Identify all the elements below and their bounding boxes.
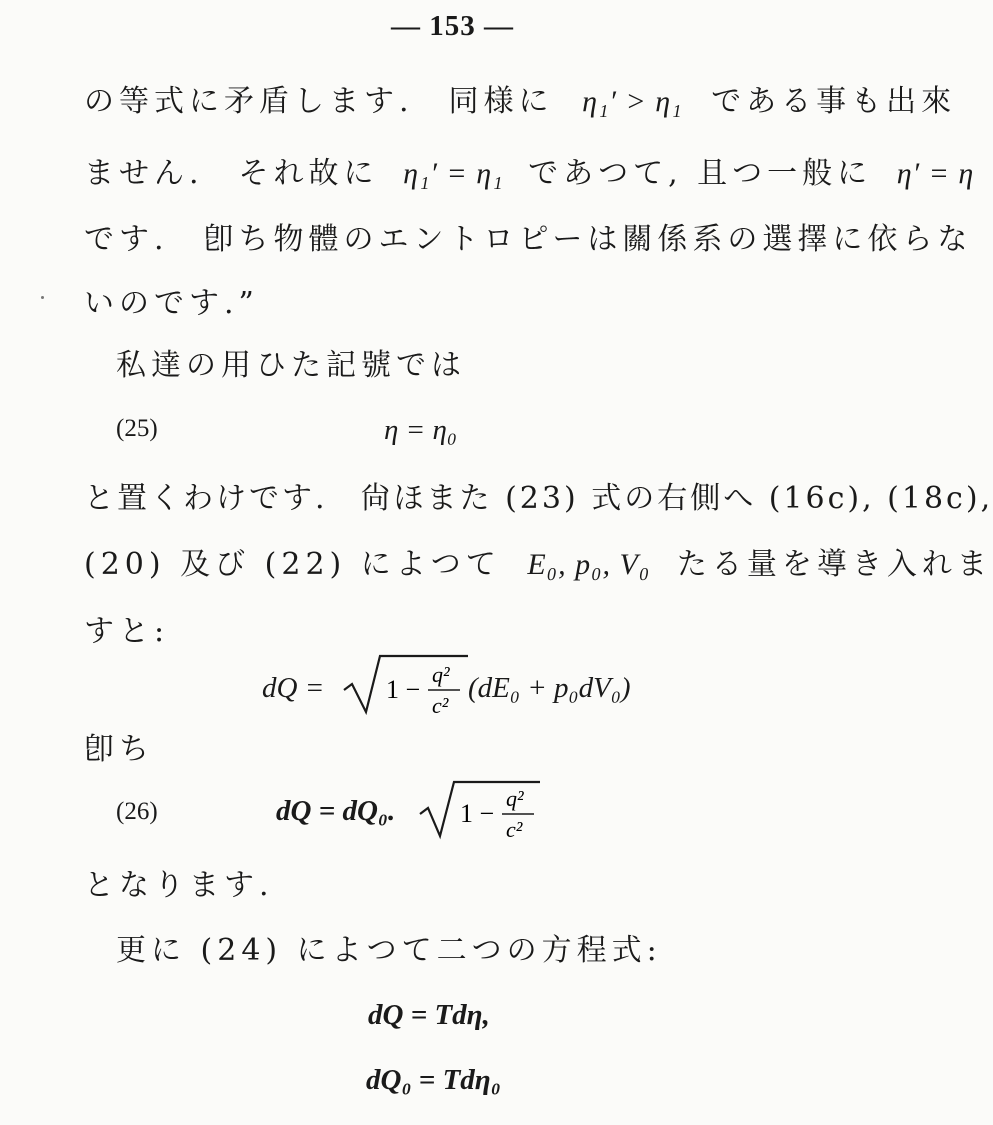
equation-25: η = η₀: [384, 414, 457, 446]
text-segment: であつて, 且つ一般に: [528, 156, 873, 191]
equation-26-lhs: dQ = dQ₀.: [276, 795, 396, 827]
text-segment: ません. それ故に: [84, 156, 379, 191]
text-line-7: と置くわけです. 尙ほまた (23) 式の右側へ (16c), (18c),: [84, 481, 993, 516]
sqrt-one: 1 −: [386, 675, 421, 704]
page-number: — 153 —: [391, 10, 514, 42]
speck: [41, 296, 44, 299]
text-line-4: いのです.”: [84, 286, 259, 321]
text-line-3: です. 卽ち物體のエントロピーは關係系の選擇に依らな: [84, 222, 973, 257]
equation-dq-rhs: (dE₀ + p₀dV₀): [468, 672, 631, 704]
sqrt-numerator: q²: [432, 662, 450, 687]
equation-t1: dQ = Tdη,: [368, 999, 490, 1031]
equation-t2: dQ₀ = Tdη₀: [366, 1064, 501, 1096]
text-line-14: 更に (24) によつて二つの方程式:: [116, 933, 662, 968]
text-line-5: 私達の用ひた記號では: [116, 348, 466, 383]
text-segment: (20) 及び (22) によつて: [84, 547, 501, 582]
equation-number-25: (25): [116, 415, 158, 442]
inline-math: E₀, p₀, V₀: [527, 548, 651, 581]
inline-math: η′ = η: [896, 157, 975, 190]
sqrt-term: [340, 650, 470, 720]
text-segment: たる量を導き入れま: [676, 547, 992, 582]
equation-dq-lhs: dQ =: [262, 672, 325, 704]
sqrt-one: 1 −: [460, 799, 495, 828]
sqrt-numerator: q²: [506, 786, 524, 811]
text-segment: である事も出來: [711, 84, 957, 119]
sqrt-term-26: [416, 776, 546, 846]
sqrt-denominator: c²: [432, 693, 449, 718]
inline-math: η₁′ > η₁: [582, 85, 683, 118]
text-line-13: となります.: [84, 868, 274, 903]
text-line-1: [84, 82, 956, 122]
equation-number-26: (26): [116, 798, 158, 825]
text-line-8: [84, 545, 992, 585]
text-segment: の等式に矛盾します. 同様に: [84, 84, 554, 119]
text-line-2: [84, 154, 974, 194]
sqrt-denominator: c²: [506, 817, 523, 842]
inline-math: η₁′ = η₁: [403, 157, 504, 190]
text-line-11: 卽ち: [84, 732, 154, 767]
text-line-9: すと:: [84, 614, 170, 649]
